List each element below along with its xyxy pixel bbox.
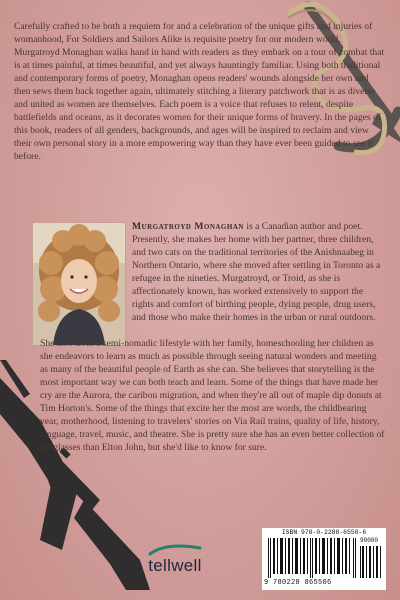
publisher-name: tellwell: [148, 556, 202, 575]
isbn-text: ISBN 978-0-2288-6550-6: [281, 529, 367, 536]
publisher-swoosh-icon: [146, 542, 204, 556]
publisher-logo: [146, 542, 204, 576]
author-photo: [32, 222, 126, 346]
barcode-number: 9 780228 865506: [264, 579, 332, 587]
author-name: Murgatroyd Monaghan: [132, 221, 244, 232]
author-bio-continued: She now lives a semi-nomadic lifestyle with her family, homeschooling her children as she endeavors to learn as much as possible through seeing natural wonders and meeting as many of the beautiful people of Earth as she can. She believes that storytelling is the most important way we can both teach and learn. Some of the things that have made her cry are the Aurora, the caribou migration, and when they're all out of maple dip donuts at Tim Horton's. Some of the things that excite her the most are words, the childbearing year, motherhood, listening to travelers' stories on Via Rail trains, quality of life, history, language, travel, music, and theatre. She is pretty sure she has an even better collection of sunglasses than Elton John, but she'd like to know for sure.: [40, 338, 385, 453]
barcode: [262, 528, 386, 590]
book-blurb: Carefully crafted to be both a requiem for and a celebration of the unique gifts and injuries of womanhood, For Soldiers and Sailors Alike is requisite poetry for our modern world. Murgatroyd Monaghan walks hand in hand with readers as they embark on a tour of combat that is at times painful, at times beautiful, and yet always hauntingly familiar. Using both traditional and contemporary forms of poetry, Monaghan opens readers' wounds alongside her own and then sews them back together again, ultimately stitching a literary patchwork that is as diverse and united as women are themselves. Each poem is a voice that refuses to relent, despite battlefields and oceans, as it decorates women for their unique forms of bravery. In the pages of this book, readers of all genders, backgrounds, and ages will be inspired to reclaim and view their own personal story in a more empowering way than they have ever been guided to see it before.: [14, 21, 385, 162]
ean-barcode-bars: [268, 538, 356, 578]
author-bio-intro: [132, 220, 386, 324]
author-bio-first: is a Canadian author and poet. Presently, she makes her home with her partner, three children, and two cats on the traditional territories of the Anishnaabeg in Northern Ontario, where she moved after settling in Toronto as a refugee in the nineties. Murgatroyd, or Troid, as she is affectionately known, has worked extensively to support the rights and comfort of birthing people, dying people, drug users, and those who make their homes in the urban or rural outdoors.: [132, 221, 381, 323]
price-code: 90000: [360, 537, 379, 544]
addon-barcode-bars: [360, 546, 382, 578]
